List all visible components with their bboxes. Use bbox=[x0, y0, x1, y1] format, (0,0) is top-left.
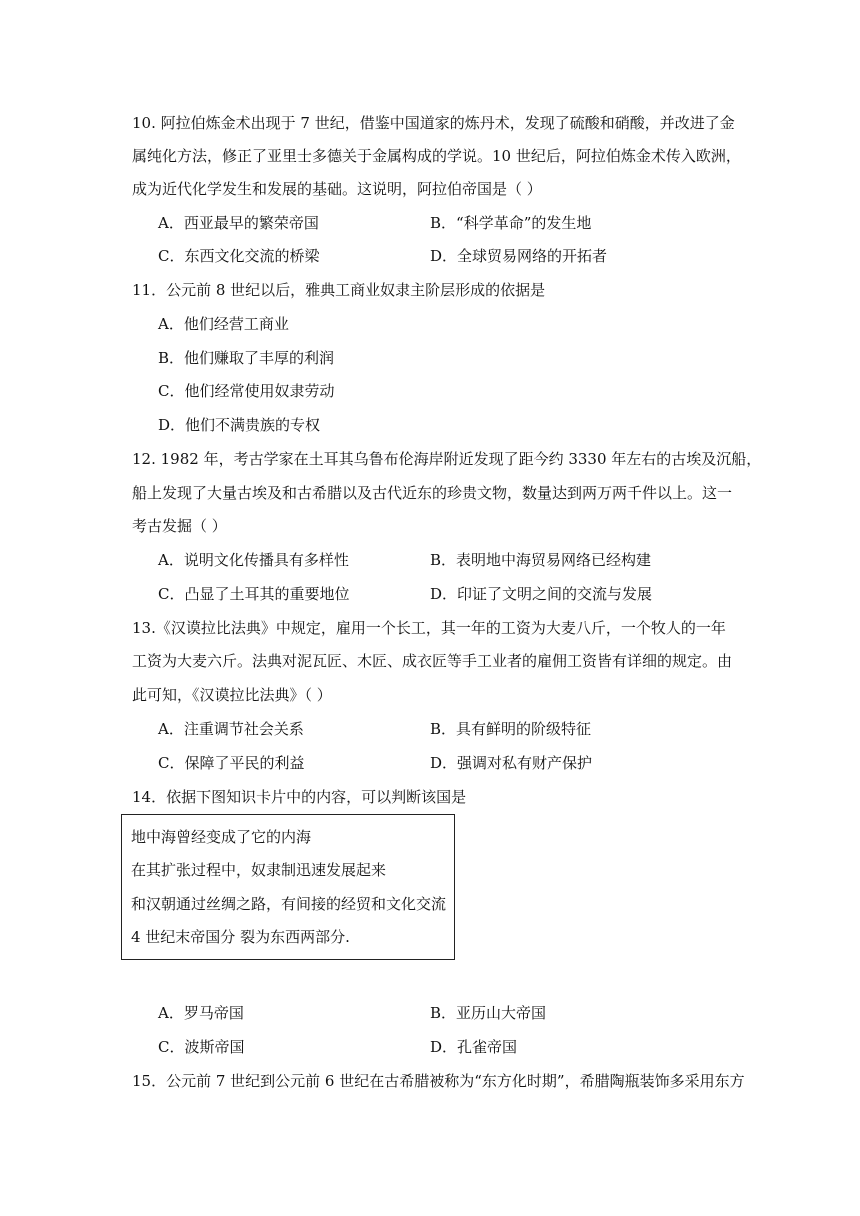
q11-option-c: C．他们经常使用奴隶劳动 bbox=[158, 382, 335, 400]
q11-option-d: D．他们不满贵族的专权 bbox=[158, 416, 321, 434]
q10-stem-line-1: 10. 阿拉伯炼金术出现于 7 世纪，借鉴中国道家的炼丹术，发现了硫酸和硝酸，并改进了金 bbox=[132, 114, 735, 132]
knowledge-card-line-4: 4 世纪末帝国分 裂为东西两部分. bbox=[131, 928, 350, 946]
q12-option-c: C．凸显了土耳其的重要地位 bbox=[158, 585, 350, 603]
q10-option-a: A．西亚最早的繁荣帝国 bbox=[158, 214, 319, 232]
q13-option-a: A．注重调节社会关系 bbox=[158, 720, 304, 738]
q13-stem-line-1: 13.《汉谟拉比法典》中规定，雇用一个长工，其一年的工资为大麦八斤，一个牧人的一年 bbox=[132, 619, 726, 637]
q12-stem-line-2: 船上发现了大量古埃及和古希腊以及古代近东的珍贵文物，数量达到两万两千件以上。这一 bbox=[132, 484, 733, 502]
q10-option-d: D．全球贸易网络的开拓者 bbox=[430, 247, 608, 265]
q12-option-a: A．说明文化传播具有多样性 bbox=[158, 551, 349, 569]
knowledge-card bbox=[121, 814, 455, 960]
knowledge-card-line-1: 地中海曾经变成了它的内海 bbox=[131, 828, 312, 846]
q13-option-c: C．保障了平民的利益 bbox=[158, 754, 305, 772]
q12-stem-line-3: 考古发掘（ ） bbox=[132, 517, 227, 535]
q10-option-b: B．“科学革命”的发生地 bbox=[430, 214, 592, 232]
q11-stem: 11．公元前 8 世纪以后，雅典工商业奴隶主阶层形成的依据是 bbox=[132, 281, 546, 299]
q10-stem-line-2: 属纯化方法，修正了亚里士多德关于金属构成的学说。10 世纪后，阿拉伯炼金术传入欧洲， bbox=[132, 147, 741, 165]
q10-option-c: C．东西文化交流的桥梁 bbox=[158, 247, 320, 265]
q13-option-d: D．强调对私有财产保护 bbox=[430, 754, 593, 772]
q15-stem: 15．公元前 7 世纪到公元前 6 世纪在古希腊被称为“东方化时期”，希腊陶瓶装饰多采用东方 bbox=[132, 1072, 745, 1090]
q14-option-d: D．孔雀帝国 bbox=[430, 1038, 518, 1056]
knowledge-card-line-3: 和汉朝通过丝绸之路，有间接的经贸和文化交流 bbox=[131, 895, 447, 913]
q13-stem-line-3: 此可知，《汉谟拉比法典》（ ） bbox=[132, 686, 332, 704]
q14-option-b: B．亚历山大帝国 bbox=[430, 1004, 547, 1022]
q14-stem: 14．依据下图知识卡片中的内容，可以判断该国是 bbox=[132, 788, 467, 806]
q13-option-b: B．具有鲜明的阶级特征 bbox=[430, 720, 592, 738]
q13-stem-line-2: 工资为大麦六斤。法典对泥瓦匠、木匠、成衣匠等手工业者的雇佣工资皆有详细的规定。由 bbox=[132, 652, 733, 670]
q14-option-c: C．波斯帝国 bbox=[158, 1038, 245, 1056]
q12-option-d: D．印证了文明之间的交流与发展 bbox=[430, 585, 653, 603]
q12-option-b: B．表明地中海贸易网络已经构建 bbox=[430, 551, 652, 569]
q14-option-a: A．罗马帝国 bbox=[158, 1004, 244, 1022]
knowledge-card-line-2: 在其扩张过程中，奴隶制迅速发展起来 bbox=[131, 861, 387, 879]
q11-option-a: A．他们经营工商业 bbox=[158, 315, 289, 333]
q11-option-b: B．他们赚取了丰厚的利润 bbox=[158, 349, 335, 367]
q10-stem-line-3: 成为近代化学发生和发展的基础。这说明，阿拉伯帝国是（ ） bbox=[132, 180, 542, 198]
q12-stem-line-1: 12. 1982 年，考古学家在土耳其乌鲁布伦海岸附近发现了距今约 3330 年左右的古埃及沉船， bbox=[132, 450, 762, 468]
